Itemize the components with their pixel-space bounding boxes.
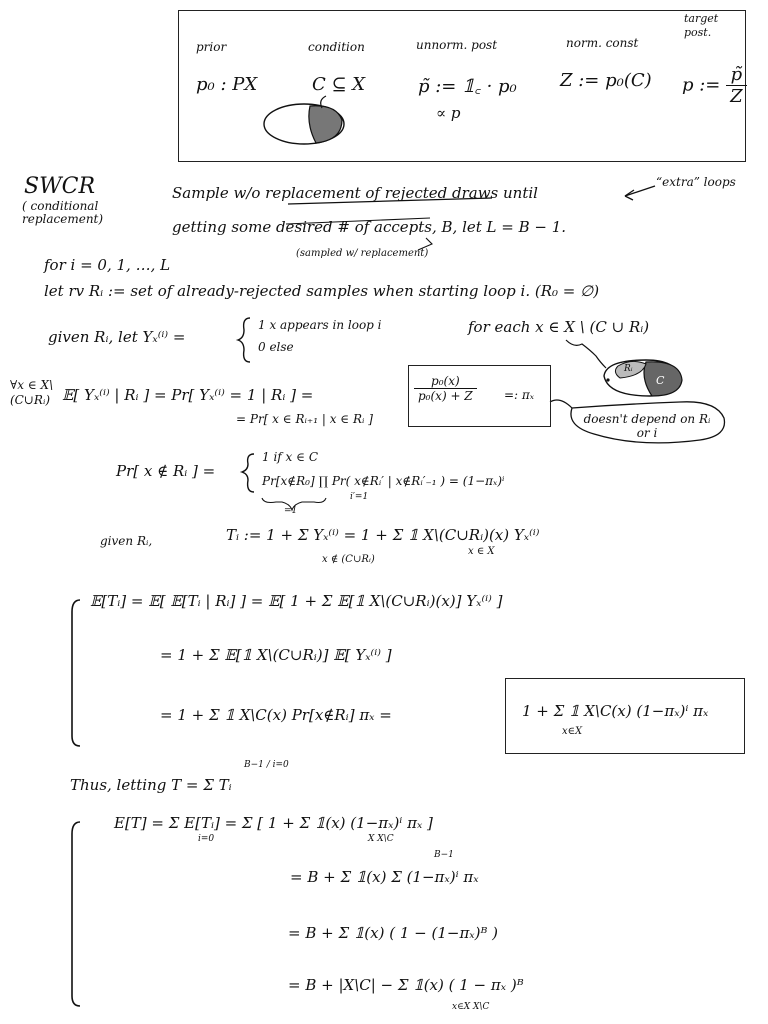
eti-line3: = 1 + Σ 𝟙 X\C(x) Pr[x∉Rᵢ] πₓ =	[160, 706, 392, 724]
prior-expr: p₀ : PX	[196, 74, 258, 95]
et-sup-b1: B−1	[434, 850, 454, 860]
norm-const-expr: Z := p₀(C)	[560, 70, 652, 91]
prior-label: prior	[196, 40, 227, 54]
ti-sub1: x ∉ (C∪Rᵢ)	[322, 554, 375, 565]
given-ri-line: given Rᵢ, let Yₓ⁽ⁱ⁾ =	[48, 328, 186, 346]
case-appears: 1 x appears in loop i	[258, 318, 382, 332]
target-expr: p := $\frac{p̃}{Z}$	[682, 64, 747, 107]
eti-line1: 𝔼[Tᵢ] = 𝔼[ 𝔼[Tᵢ | Rᵢ] ] = 𝔼[ 1 + Σ 𝔼[𝟙 X\(C∪Rᵢ)(x)] Yₓ⁽ⁱ⁾ ]	[90, 592, 503, 610]
proportional-expr: ∝ p	[436, 104, 461, 122]
case-else: 0 else	[258, 340, 294, 354]
blob-ri-label: Rᵢ	[624, 364, 633, 374]
expectation-y-second: = Pr[ x ∈ Rᵢ₊₁ | x ∈ Rᵢ ]	[236, 412, 373, 426]
let-rv-line: let rv Rᵢ := set of already-rejected samples when starting loop i. (R₀ = ∅)	[44, 282, 600, 300]
independence-note: doesn't depend on Rᵢ or i	[583, 412, 711, 440]
swcr-line2: getting some desired # of accepts, B, let L = B − 1.	[172, 218, 567, 236]
ti-given: given Rᵢ,	[100, 534, 153, 548]
thus-limits: B−1 / i=0	[244, 760, 289, 770]
pi-def: =: πₓ	[504, 388, 535, 402]
condition-label: condition	[308, 40, 365, 54]
swcr-title: SWCR	[24, 174, 96, 199]
condition-expr: C ⊆ X	[312, 74, 366, 95]
et-sub-x-xc: X X\C	[368, 834, 394, 844]
forall-x: ∀x ∈ X\(C∪Rᵢ)	[10, 378, 54, 407]
eti-line2: = 1 + Σ 𝔼[𝟙 X\(C∪Rᵢ)] 𝔼[ Yₓ⁽ⁱ⁾ ]	[160, 646, 392, 664]
prob-case1: 1 if x ∈ C	[262, 450, 319, 464]
thus-line: Thus, letting T = Σ Tᵢ	[70, 776, 232, 794]
et-line3: = B + Σ 𝟙(x) ( 1 − (1−πₓ)ᴮ )	[288, 924, 499, 942]
for-i-line: for i = 0, 1, …, L	[44, 256, 171, 274]
underbrace-eq1: =1	[284, 506, 298, 516]
swcr-line1: Sample w/o replacement of rejected draws until	[172, 184, 538, 202]
prob-case2: Pr[x∉R₀] ∏ Pr( x∉Rᵢ′ | x∉Rᵢ′₋₁ ) = (1−πₓ)ⁱ	[262, 474, 505, 488]
ti-definition: Tᵢ := 1 + Σ Yₓ⁽ⁱ⁾ = 1 + Σ 𝟙 X\(C∪Rᵢ)(x) Yₓ⁽ⁱ⁾	[226, 526, 540, 544]
ti-sub2: x ∈ X	[468, 546, 495, 557]
extra-loops-note: “extra” loops	[656, 175, 736, 189]
set-blob-right	[604, 360, 682, 396]
et-line4: = B + |X\C| − Σ 𝟙(x) ( 1 − πₓ )ᴮ	[288, 976, 524, 994]
et-sub-xex-xc: x∈X X\C	[452, 1002, 490, 1012]
et-line1: E[T] = Σ E[Tᵢ] = Σ [ 1 + Σ 𝟙(x) (1−πₓ)ⁱ πₓ ]	[114, 814, 433, 832]
eti-boxed-result: 1 + Σ 𝟙 X\C(x) (1−πₓ)ⁱ πₓ	[522, 702, 709, 720]
et-line2: = B + Σ 𝟙(x) Σ (1−πₓ)ⁱ πₓ	[290, 868, 479, 886]
swcr-subtitle: ( conditional replacement)	[22, 199, 104, 226]
unnorm-post-expr: p̃ := 𝟙꜀ · p₀	[418, 76, 517, 97]
for-each-line: for each x ∈ X \ (C ∪ Rᵢ)	[468, 318, 650, 336]
eti-boxed-sub: x∈X	[562, 726, 583, 737]
sampled-note: (sampled w/ replacement)	[296, 248, 429, 259]
et-sub-i0: i=0	[198, 834, 215, 844]
blob-c-label: C	[656, 374, 665, 387]
prob-lhs: Pr[ x ∉ Rᵢ ] =	[116, 462, 216, 480]
expectation-y-lhs: 𝔼[ Yₓ⁽ⁱ⁾ | Rᵢ ] = Pr[ Yₓ⁽ⁱ⁾ = 1 | Rᵢ ] =	[62, 386, 314, 404]
target-label: target post.	[684, 12, 719, 39]
norm-const-label: norm. const	[566, 36, 639, 50]
unnorm-post-label: unnorm. post	[416, 38, 498, 52]
pi-fraction: $\frac{\text{p₀(x)}}{\text{p₀(x) + Z}}$	[414, 374, 477, 403]
prod-limits: i′=1	[350, 492, 369, 502]
set-blob-top	[264, 96, 344, 144]
